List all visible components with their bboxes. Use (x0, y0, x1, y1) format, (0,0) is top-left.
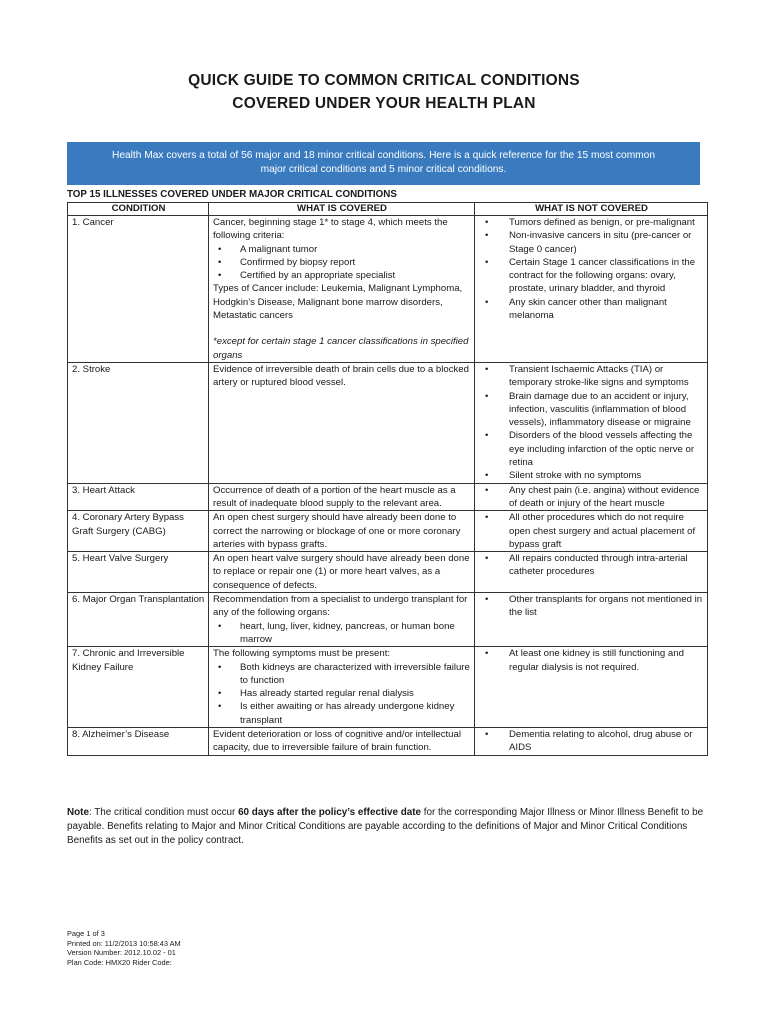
conditions-table (67, 202, 708, 756)
list-item: • Certified by an appropriate specialist (213, 269, 471, 282)
not-covered-cell (475, 552, 708, 593)
not-covered-cell (475, 216, 708, 363)
header-not-covered: WHAT IS NOT COVERED (475, 203, 708, 216)
list-item: • All other procedures which do not require open chest surgery and actual placement of bypass graft (479, 511, 704, 551)
list-item: • At least one kidney is still functioning and regular dialysis is not required. (479, 647, 704, 674)
condition-cell: 1. Cancer (68, 216, 209, 363)
covered-intro: Cancer, beginning stage 1* to stage 4, which meets the following criteria: (213, 217, 448, 242)
not-covered-list (479, 363, 704, 483)
footer (67, 929, 181, 967)
list-item: • Other transplants for organs not mentioned in the list (479, 593, 704, 620)
covered-intro: An open chest surgery should have already been done to correct the narrowing or blockage of one or more coronary arteries with bypass grafts. (213, 512, 461, 550)
not-covered-list (479, 552, 704, 579)
table-row (68, 727, 708, 755)
list-item: • Is either awaiting or has already undergone kidney transplant (213, 700, 471, 727)
section-heading: TOP 15 ILLNESSES COVERED UNDER MAJOR CRITICAL CONDITIONS (67, 189, 397, 200)
condition-cell: 2. Stroke (68, 362, 209, 483)
not-covered-cell (475, 483, 708, 511)
list-item: • Transient Ischaemic Attacks (TIA) or temporary stroke-like signs and symptoms (479, 363, 704, 390)
list-item: • Has already started regular renal dialysis (213, 687, 471, 700)
table-row (68, 647, 708, 728)
not-covered-cell (475, 511, 708, 552)
covered-intro: Evidence of irreversible death of brain cells due to a blocked artery or ruptured blood vessel. (213, 363, 469, 389)
not-covered-cell (475, 362, 708, 483)
covered-cell (209, 511, 475, 552)
table-header-row (68, 203, 708, 216)
not-covered-cell (475, 647, 708, 728)
list-item: • Non-invasive cancers in situ (pre-cancer or Stage 0 cancer) (479, 229, 704, 256)
table-row (68, 216, 708, 363)
header-covered: WHAT IS COVERED (209, 203, 475, 216)
not-covered-list (479, 484, 704, 511)
footer-printed: Printed on: 11/2/2013 10:58:43 AM (67, 938, 181, 948)
list-item: • Disorders of the blood vessels affecting the eye including infarction of the optic nerve or retina (479, 429, 704, 469)
covered-intro: The following symptoms must be present: (213, 648, 391, 660)
list-item: • Confirmed by biopsy report (213, 256, 471, 269)
list-item: • Dementia relating to alcohol, drug abuse or AIDS (479, 728, 704, 755)
not-covered-list (479, 728, 704, 755)
document-title-line-1: QUICK GUIDE TO COMMON CRITICAL CONDITIONS (188, 72, 580, 89)
footer-version: Version Number: 2012.10.02 - 01 (67, 948, 176, 957)
covered-cell (209, 216, 475, 363)
covered-list (213, 661, 471, 727)
table-row (68, 511, 708, 552)
not-covered-cell (475, 727, 708, 755)
condition-cell: 4. Coronary Artery Bypass Graft Surgery (CABG) (68, 511, 209, 552)
footer-page: Page 1 of 3 (67, 929, 105, 938)
list-item: • A malignant tumor (213, 243, 471, 256)
covered-cell (209, 362, 475, 483)
covered-intro: Evident deterioration or loss of cognitive and/or intellectual capacity, due to irreversible failure of brain function. (213, 728, 461, 754)
list-item: • Both kidneys are characterized with irreversible failure to function (213, 661, 471, 688)
covered-cell (209, 727, 475, 755)
list-item: • Brain damage due to an accident or injury, infection, vasculitis (inflammation of blood vessels), inflammatory disease or migraine (479, 390, 704, 430)
table-row (68, 552, 708, 593)
not-covered-list (479, 593, 704, 620)
condition-cell: 8. Alzheimer’s Disease (68, 727, 209, 755)
condition-cell: 6. Major Organ Transplantation (68, 593, 209, 647)
list-item: • All repairs conducted through intra-arterial catheter procedures (479, 552, 704, 579)
list-item: • Any chest pain (i.e. angina) without evidence of death or injury of the heart muscle (479, 484, 704, 511)
covered-cell (209, 593, 475, 647)
policy-note (67, 806, 707, 848)
table-row (68, 483, 708, 511)
not-covered-list (479, 216, 704, 322)
not-covered-list (479, 647, 704, 674)
covered-cell (209, 483, 475, 511)
banner-line-1: Health Max covers a total of 56 major and 18 minor critical conditions. Here is a quick reference for the 15 most common (111, 150, 655, 161)
list-item: • Tumors defined as benign, or pre-malignant (479, 216, 704, 229)
header-condition: CONDITION (68, 203, 209, 216)
not-covered-cell (475, 593, 708, 647)
list-item: • Any skin cancer other than malignant melanoma (479, 296, 704, 323)
covered-list (213, 243, 471, 283)
note-text-1: : The critical condition must occur (88, 807, 239, 818)
note-text-2: for the corresponding Major Illness or Minor Illness Benefit to be payable. Benefits relating to Major and Minor Critical Conditions are payable according to the definitions of Major and Minor Critical Conditions Benefits as set out in the policy contract. (67, 807, 704, 846)
spacer (213, 322, 471, 335)
covered-intro: Occurrence of death of a portion of the heart muscle as a result of inadequate blood supply to the relevant area. (213, 484, 456, 509)
condition-cell: 7. Chronic and Irreversible Kidney Failure (68, 647, 209, 728)
info-banner (67, 142, 700, 185)
table-row (68, 593, 708, 647)
list-item: • Silent stroke with no symptoms (479, 469, 704, 482)
note-bold: 60 days after the policy’s effective date (238, 807, 422, 818)
condition-cell: 3. Heart Attack (68, 483, 209, 511)
condition-cell: 5. Heart Valve Surgery (68, 552, 209, 593)
list-item: • Certain Stage 1 cancer classifications in the contract for the following organs: ovary, prostate, urinary bladder, and thyroid (479, 256, 704, 296)
document-title-line-2: COVERED UNDER YOUR HEALTH PLAN (232, 95, 536, 112)
covered-footnote: *except for certain stage 1 cancer classifications in specified organs (213, 336, 469, 361)
not-covered-list (479, 511, 704, 551)
covered-list (213, 620, 471, 647)
table-row (68, 362, 708, 483)
note-label: Note (67, 807, 89, 818)
footer-plan: Plan Code: HMX20 Rider Code: (67, 957, 172, 967)
covered-intro: Recommendation from a specialist to undergo transplant for any of the following organs: (213, 594, 468, 619)
list-item: • heart, lung, liver, kidney, pancreas, or human bone marrow (213, 620, 471, 647)
covered-intro: An open heart valve surgery should have already been done to replace or repair one (1) or more heart valves, as a consequence of defects. (213, 553, 470, 591)
covered-cell (209, 647, 475, 728)
covered-details: Types of Cancer include: Leukemia, Malignant Lymphoma, Hodgkin’s Disease, Malignant bone marrow disorders, Metastatic cancers (213, 283, 463, 322)
covered-cell (209, 552, 475, 593)
banner-line-2: major critical conditions and 5 minor critical conditions. (260, 164, 507, 175)
